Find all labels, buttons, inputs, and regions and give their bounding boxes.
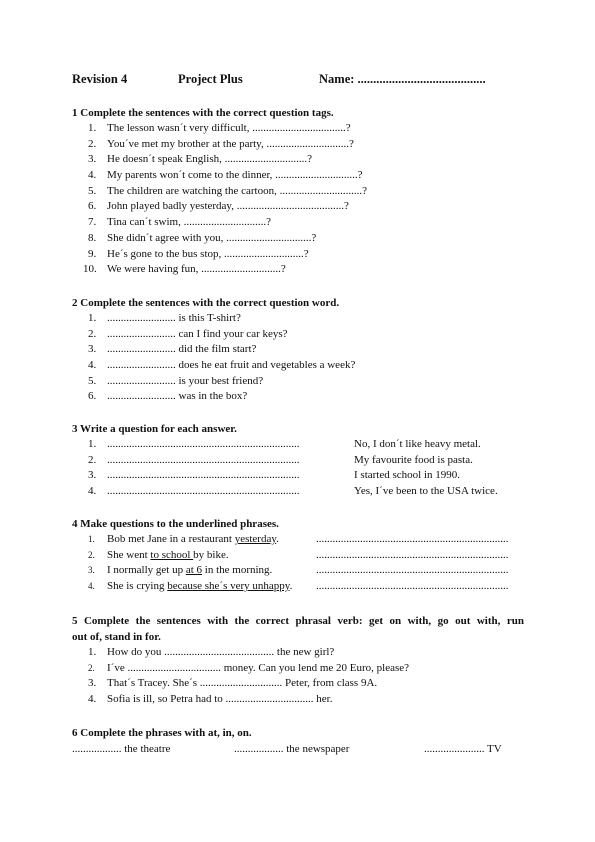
list-item: 3. He doesn´t speak English, ..............................? bbox=[88, 153, 312, 166]
list-item: 2. ...................................................................... My favourite food is pasta. bbox=[88, 453, 528, 469]
exercise-3-title: 3 Write a question for each answer. bbox=[72, 423, 237, 435]
exercise-4-title: 4 Make questions to the underlined phrases. bbox=[72, 518, 279, 530]
answer-text: My favourite food is pasta. bbox=[354, 453, 473, 466]
underlined-phrase: to school bbox=[150, 548, 194, 561]
exercise-6-row bbox=[72, 741, 524, 757]
exercise-1-list bbox=[83, 121, 528, 278]
phrase-item: .................. the theatre bbox=[72, 743, 171, 755]
underlined-phrase: because she´s very unhappy bbox=[167, 580, 290, 593]
list-item: 4. My parents won´t come to the dinner, ..............................? bbox=[88, 169, 363, 182]
phrase-item: .................. the newspaper bbox=[234, 743, 350, 755]
revision-label: Revision 4 bbox=[72, 72, 128, 86]
list-item: 3. ......................... did the film start? bbox=[88, 343, 257, 356]
underlined-phrase: at 6 bbox=[185, 564, 203, 577]
list-item: 4. Sofia is ill, so Petra had to ................................ her. bbox=[88, 693, 333, 706]
list-item: 7. Tina can´t swim, ..............................? bbox=[88, 216, 271, 229]
exercise-5-list bbox=[88, 645, 528, 708]
underlined-phrase: yesterday bbox=[234, 533, 277, 545]
list-item: 5. ......................... is your best friend? bbox=[88, 374, 264, 387]
exercise-1-title: 1 Complete the sentences with the correct question tags. bbox=[72, 107, 334, 119]
name-field: Name: ......................................... bbox=[319, 72, 486, 86]
list-item: 9. He´s gone to the bus stop, .............................? bbox=[88, 247, 309, 260]
list-item: 3. I normally get up at 6 in the morning. ...................................................................... bbox=[88, 564, 509, 577]
exercise-6-title: 6 Complete the phrases with at, in, on. bbox=[72, 727, 252, 739]
answer-text: Yes, I´ve been to the USA twice. bbox=[354, 485, 498, 498]
list-item: 6. John played badly yesterday, .......................................? bbox=[88, 200, 349, 213]
answer-text: I started school in 1990. bbox=[354, 469, 461, 482]
list-item: 2. I´ve .................................. money. Can you lend me 20 Euro, please? bbox=[88, 661, 410, 674]
worksheet-header bbox=[72, 72, 532, 88]
list-item: 2. ......................... can I find your car keys? bbox=[88, 327, 288, 340]
list-item: 10. We were having fun, .............................? bbox=[83, 263, 286, 276]
list-item: 3. ...................................................................... I started school in 1990. bbox=[88, 468, 528, 484]
list-item: 6. ......................... was in the box? bbox=[88, 390, 248, 403]
exercise-5-title: 5 Complete the sentences with the correct phrasal verb: get on with, go out with, run out of, stand in for. bbox=[72, 615, 524, 643]
exercise-3-list bbox=[88, 437, 528, 500]
list-item: 4. ......................... does he eat fruit and vegetables a week? bbox=[88, 359, 356, 372]
list-item: 1. How do you ........................................ the new girl? bbox=[88, 646, 335, 658]
list-item: 8. She didn´t agree with you, ...............................? bbox=[88, 231, 317, 244]
phrase-item: ...................... TV bbox=[424, 743, 502, 755]
list-item: 1. ......................... is this T-shirt? bbox=[88, 312, 241, 324]
exercise-4-list bbox=[88, 532, 528, 595]
exercise-2-list bbox=[88, 311, 528, 405]
project-label: Project Plus bbox=[178, 72, 243, 86]
list-item: 1. Bob met Jane in a restaurant yesterday. ...................................................................... bbox=[88, 533, 509, 545]
list-item: 2. She went to school by bike. ...................................................................... bbox=[88, 548, 509, 561]
list-item: 1. ...................................................................... No, I don´t like heavy metal. bbox=[88, 437, 528, 453]
list-item: 2. You´ve met my brother at the party, ..............................? bbox=[88, 137, 354, 150]
list-item: 4. She is crying because she´s very unhappy. ...................................................................... bbox=[88, 580, 509, 593]
list-item: 4. ...................................................................... Yes, I´ve been to the USA twice. bbox=[88, 484, 528, 500]
list-item: 3. That´s Tracey. She´s .............................. Peter, from class 9A. bbox=[88, 677, 378, 690]
list-item: 5. The children are watching the cartoon, ..............................? bbox=[88, 184, 367, 197]
exercise-2-title: 2 Complete the sentences with the correct question word. bbox=[72, 297, 340, 309]
list-item: 1. The lesson wasn´t very difficult, ..................................? bbox=[88, 122, 351, 134]
answer-text: No, I don´t like heavy metal. bbox=[354, 438, 481, 450]
